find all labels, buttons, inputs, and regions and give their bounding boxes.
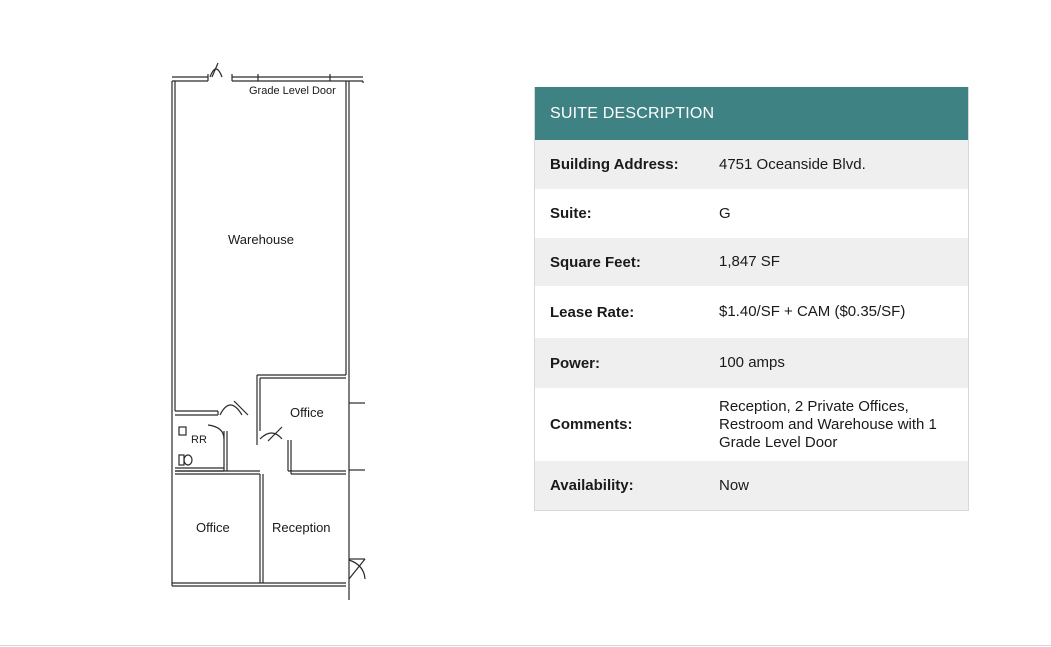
bottom-divider [0, 645, 1051, 646]
row-suite [535, 189, 968, 238]
office-lower-label: Office [196, 520, 230, 535]
floor-plan-drawing [160, 55, 375, 600]
row-label: Building Address: [550, 156, 679, 173]
row-building-address [535, 140, 968, 189]
row-label: Availability: [550, 477, 634, 494]
row-power [535, 338, 968, 388]
warehouse-label: Warehouse [228, 232, 294, 247]
floor-plan [160, 55, 375, 600]
restroom-label: RR [191, 434, 207, 446]
row-value: 100 amps [719, 354, 785, 371]
suite-description-table [534, 87, 969, 511]
office-upper-label: Office [290, 405, 324, 420]
row-label: Comments: [550, 416, 633, 433]
grade-level-door-label: Grade Level Door [249, 85, 336, 97]
row-value: G [719, 204, 731, 222]
row-value: 1,847 SF [719, 253, 780, 270]
row-value: $1.40/SF + CAM ($0.35/SF) [719, 303, 906, 320]
row-label: Power: [550, 354, 601, 372]
row-value: Reception, 2 Private Offices, Restroom and Warehouse with 1 Grade Level Door [719, 397, 937, 451]
row-lease-rate [535, 286, 968, 338]
reception-label: Reception [272, 520, 331, 535]
row-comments [535, 388, 968, 461]
row-value: Now [719, 476, 750, 494]
row-label: Square Feet: [550, 253, 641, 271]
row-availability [535, 461, 968, 510]
row-value: 4751 Oceanside Blvd. [719, 155, 866, 173]
suite-description-title: SUITE DESCRIPTION [535, 87, 968, 140]
row-square-feet [535, 238, 968, 286]
row-label: Suite: [550, 205, 592, 222]
row-label: Lease Rate: [550, 303, 635, 321]
